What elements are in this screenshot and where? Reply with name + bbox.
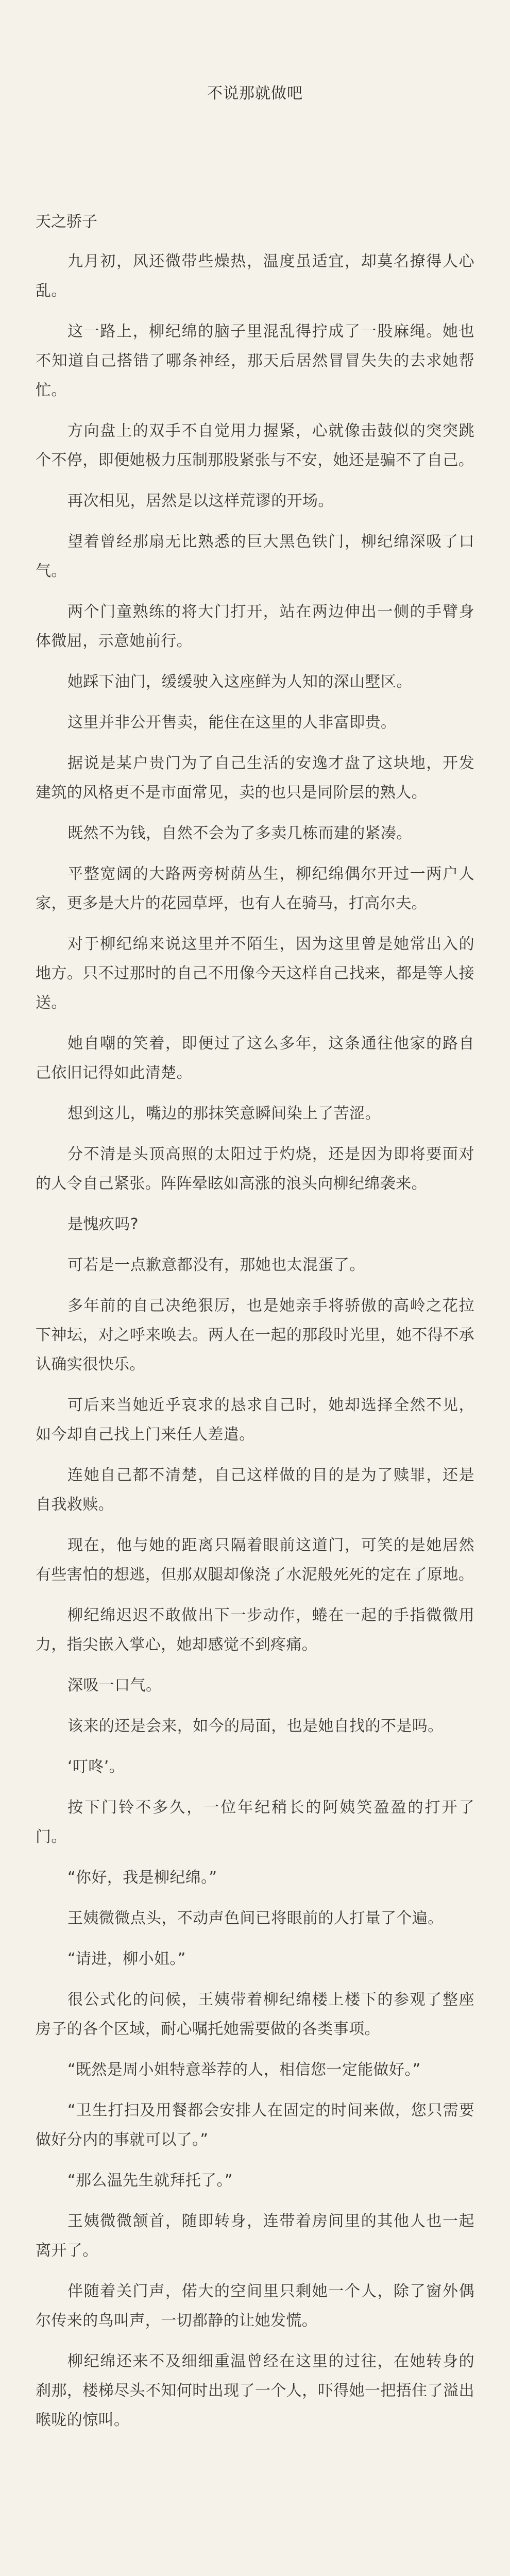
paragraph: 她自嘲的笑着，即便过了这么多年，这条通往他家的路自己依旧记得如此清楚。	[36, 1035, 474, 1082]
paragraph: 平整宽阔的大路两旁树荫丛生，柳纪绵偶尔开过一两户人家，更多是大片的花园草坪，也有人在骑马，打高尔夫。	[36, 865, 474, 912]
chapter-title: 天之骄子	[36, 213, 97, 231]
paragraph: 据说是某户贵门为了自己生活的安逸才盘了这块地，开发建筑的风格更不是市面常见，卖的也只是同阶层的熟人。	[36, 754, 474, 802]
paragraph: 多年前的自己决绝狠厉，也是她亲手将骄傲的高岭之花拉下神坛，对之呼来唤去。两人在一起的那段时光里，她不得不承认确实很快乐。	[36, 1297, 474, 1374]
page-title: 不说那就做吧	[207, 84, 303, 103]
paragraph: “请进，柳小姐。”	[67, 1950, 186, 1968]
paragraph: 现在，他与她的距离只隔着眼前这道门，可笑的是她居然有些害怕的想逃，但那双腿却像浇了水泥般死死的定在了原地。	[36, 1536, 474, 1584]
paragraph: 方向盘上的双手不自觉用力握紧，心就像击鼓似的突突跳个不停，即便她极力压制那股紧张与不安，她还是骗不了自己。	[36, 422, 474, 469]
paragraph: 王姨微微点头，不动声色间已将眼前的人打量了个遍。	[67, 1909, 444, 1927]
article-body	[36, 208, 474, 2446]
paragraph: 九月初，风还微带些燥热，温度虽适宜，却莫名撩得人心乱。	[36, 252, 474, 300]
paragraph: 望着曾经那扇无比熟悉的巨大黑色铁门，柳纪绵深吸了口气。	[36, 533, 474, 580]
paragraph: “卫生打扫及用餐都会安排人在固定的时间来做，您只需要做好分内的事就可以了。”	[36, 2102, 474, 2149]
paragraph: 按下门铃不多久，一位年纪稍长的阿姨笑盈盈的打开了门。	[36, 1799, 474, 1846]
paragraph: 连她自己都不清楚，自己这样做的目的是为了赎罪，还是自我救赎。	[36, 1466, 474, 1514]
paragraph: 深吸一口气。	[67, 1676, 162, 1694]
paragraph: 柳纪绵还来不及细细重温曾经在这里的过往，在她转身的刹那，楼梯尽头不知何时出现了一个人，吓得她一把捂住了溢出喉咙的惊叫。	[36, 2352, 474, 2429]
paragraph: 可后来当她近乎哀求的恳求自己时，她却选择全然不见，如今却自己找上门来任人差遣。	[36, 1396, 474, 1444]
paragraph: 可若是一点歉意都没有，那她也太混蛋了。	[67, 1256, 365, 1274]
paragraph: ‘叮咚’。	[67, 1758, 125, 1776]
paragraph: 两个门童熟练的将大门打开，站在两边伸出一侧的手臂身体微屈，示意她前行。	[36, 603, 474, 650]
paragraph: “你好，我是柳纪绵。”	[67, 1869, 217, 1887]
paragraph: 伴随着关门声，偌大的空间里只剩她一个人，除了窗外偶尔传来的鸟叫声，一切都静的让她发慌。	[36, 2282, 474, 2330]
paragraph: 柳纪绵迟迟不敢做出下一步动作，蜷在一起的手指微微用力，指尖嵌入掌心，她却感觉不到疼痛。	[36, 1606, 474, 1654]
paragraph: 对于柳纪绵来说这里并不陌生，因为这里曾是她常出入的地方。只不过那时的自己不用像今天这样自己找来，都是等人接送。	[36, 935, 474, 1012]
paragraph: 很公式化的问候，王姨带着柳纪绵楼上楼下的参观了整座房子的各个区域，耐心嘱托她需要做的各类事项。	[36, 1991, 474, 2038]
paragraph: “既然是周小姐特意举荐的人，相信您一定能做好。”	[67, 2061, 421, 2079]
paragraph: 分不清是头顶高照的太阳过于灼烧，还是因为即将要面对的人令自己紧张。阵阵晕眩如高涨的浪头向柳纪绵袭来。	[36, 1145, 474, 1193]
paragraph: 想到这儿，嘴边的那抹笑意瞬间染上了苦涩。	[67, 1105, 381, 1123]
paragraph: 这里并非公开售卖，能住在这里的人非富即贵。	[67, 714, 397, 732]
paragraph: 该来的还是会来，如今的局面，也是她自找的不是吗。	[67, 1717, 444, 1735]
paragraph: 她踩下油门，缓缓驶入这座鲜为人知的深山墅区。	[67, 673, 412, 691]
paragraph: 这一路上，柳纪绵的脑子里混乱得拧成了一股麻绳。她也不知道自己搭错了哪条神经，那天后居然冒冒失失的去求她帮忙。	[36, 323, 474, 399]
paragraph: 王姨微微颔首，随即转身，连带着房间里的其他人也一起离开了。	[36, 2212, 474, 2260]
paragraph: 既然不为钱，自然不会为了多卖几栋而建的紧凑。	[67, 824, 412, 842]
paragraph: 是愧疚吗?	[67, 1215, 139, 1233]
paragraph: “那么温先生就拜托了。”	[67, 2172, 233, 2190]
paragraph: 再次相见，居然是以这样荒谬的开场。	[67, 492, 334, 510]
